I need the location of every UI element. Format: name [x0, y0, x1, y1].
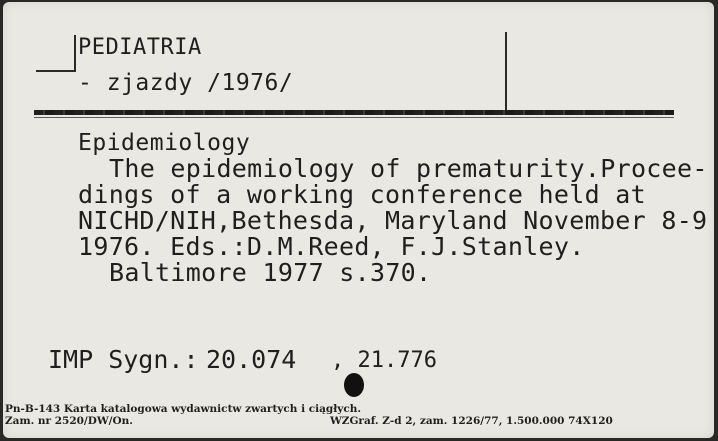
signature-label: IMP Sygn.: [48, 345, 199, 374]
entry-line-5: Baltimore 1977 s.370. [109, 258, 432, 287]
punch-hole [344, 373, 364, 397]
header-title: PEDIATRIA [78, 35, 202, 60]
entry-line-1: The epidemiology of prematurity.Procee- [109, 154, 708, 183]
header-bracket-vertical [74, 35, 76, 72]
catalog-card [3, 2, 714, 438]
entry-subject: Epidemiology [78, 130, 251, 156]
signature-number-1: 20.074 [206, 345, 297, 374]
header-rule-thin [34, 117, 674, 118]
footer-line-2-left: Zam. nr 2520/DW/On. [5, 415, 133, 427]
header-bracket-horizontal [36, 70, 76, 72]
entry-line-4: 1976. Eds.:D.M.Reed, F.J.Stanley. [78, 232, 585, 261]
entry-line-2: dings of a working conference held at [78, 180, 646, 209]
footer-line-2-right: WZGraf. Z-d 2, zam. 1226/77, 1.500.000 74X120 [330, 415, 613, 427]
header-subtitle: - zjazdy /1976/ [78, 70, 294, 96]
signature-number-2: , 21.776 [331, 348, 437, 373]
header-divider [505, 32, 507, 112]
entry-line-3: NICHD/NIH,Bethesda, Maryland November 8-9 [78, 206, 708, 235]
header-rule-thick [34, 110, 674, 115]
footer-line-1: Pn-B-143 Karta katalogowa wydawnictw zwartych i ciągłych. [5, 403, 362, 415]
